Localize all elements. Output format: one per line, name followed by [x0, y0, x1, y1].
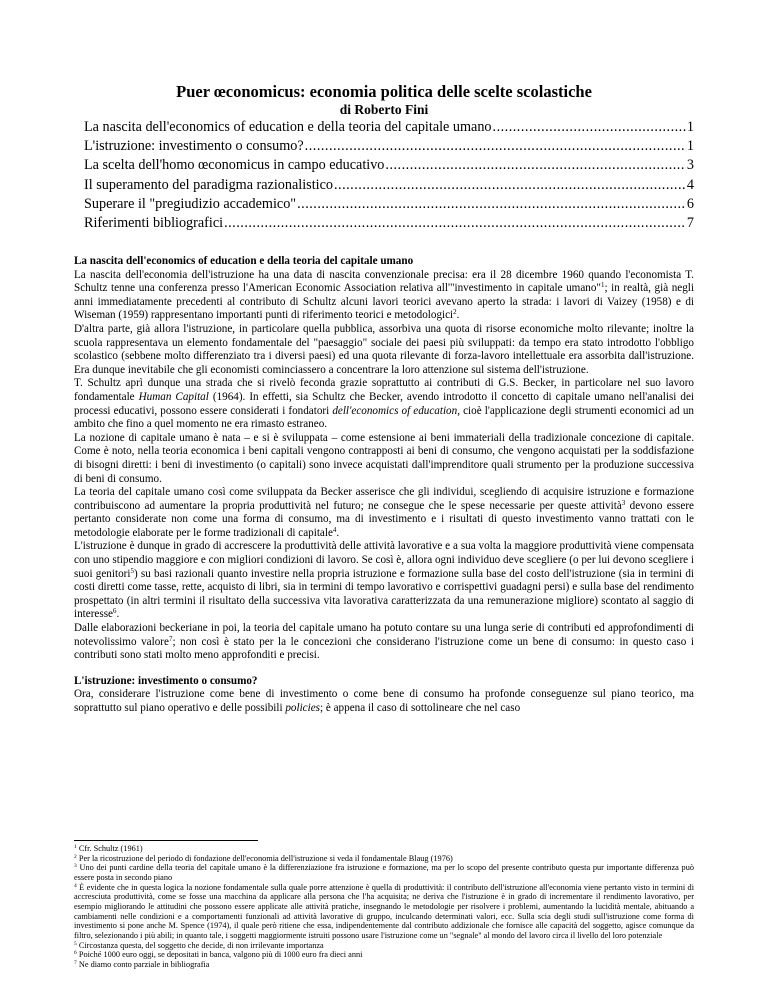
toc-entry[interactable] — [84, 156, 694, 175]
document-body — [74, 255, 694, 716]
toc-entry[interactable] — [84, 137, 694, 156]
paragraph: La nozione di capitale umano è nata – e si è sviluppata – come estensione ai beni immateriali della tradizionale concezione di capitale. Come è noto, nella teoria economica i beni capitali vengono contrapposti ai beni di consumo, che vengono acquistati per la soddisfazione di bisogni diretti: i beni di investimento (o capitali) sono invece acquistati dall'imprenditore quali strumento per la produzione successiva di beni di consumo. — [74, 431, 694, 485]
document-title: Puer œconomicus: economia politica delle scelte scolastiche — [176, 82, 592, 101]
section-heading: L'istruzione: investimento o consumo? — [74, 674, 258, 687]
toc-entry[interactable] — [84, 176, 694, 195]
toc-entry-page[interactable]: 7 — [686, 215, 694, 232]
toc-entry[interactable] — [84, 118, 694, 137]
footnote-ref[interactable]: 5 — [130, 566, 134, 575]
document-author: di Roberto Fini — [339, 102, 429, 117]
footnotes — [74, 844, 694, 970]
footnote: $^7$ Ne diamo conto parziale in bibliografia — [74, 959, 210, 969]
footnote-ref[interactable]: 6 — [112, 607, 117, 616]
footnote-ref[interactable]: 4 — [332, 525, 337, 534]
footnote-separator — [74, 840, 258, 841]
footnote: $^4$ È evidente che in questa logica la nozione fondamentale sulla quale porre attenzione è quella di produttività: il contributo dell'istruzione all'economia viene pertanto visto in termini di accresciuta produttività, come se fosse una macchina da applicare alla persona che l'ha acquisita; ne deriva che l'istruzione è in grado di incrementare il rendimento lavorativo, per esempio migliorando le attitudini che possono essere applicate alle attività pratiche, insegnando le metodologie per risolvere i problemi, aumentando la lucidità mentale, abituando a cambiamenti nelle condizioni e a comportamenti funzionali ad attività lavorative di gruppo, inculcando determinati valori, ecc. Sulla scia degli studi sull'istruzione come forma di investimento si pone anche M. Spence (1974), il quale però ritiene che essa, indipendentemente dal contributo addizionale che fornisce alle capacità del soggetto, agisce comunque da filtro, selezionando i più abili; in quanto tale, i soggetti maggiormente istruiti possono usare l'istruzione come un "segnale" al mondo del lavoro circa il livello del loro potenziale — [74, 882, 695, 940]
footnote: $^1$ Cfr. Schultz (1961) — [74, 844, 143, 853]
footnote: $^6$ Poiché 1000 euro oggi, se depositati in banca, valgono più di 1000 euro fra dieci anni — [74, 950, 363, 960]
toc-entry[interactable] — [84, 195, 694, 214]
paragraph: La nascita dell'economia dell'istruzione ha una data di nascita convenzionale precisa: era il 28 dicembre 1960 quando l'economista T. Schultz tenne una conferenza presso l'American Economic Association relativa all'"investimento in capitale umano"$^1$; in realtà, già negli anni immediatamente precedenti al contributo di Schultz alcuni lavori teorici avevano aperto la strada: i lavori di Vaizey (1958) e di Wiseman (1959) rappresentano importanti punti di riferimento teorici e metodologici$^2$. — [74, 268, 694, 322]
footnote: $^2$ Per la ricostruzione del periodo di fondazione dell'economia dell'istruzione si veda il fondamentale Blaug (1976) — [74, 853, 453, 863]
paragraph: Dalle elaborazioni beckeriane in poi, la teoria del capitale umano ha potuto contare su una lunga serie di contributi ed approfondimenti di notevolissimo valore$^7$; non così è stato per la le concezioni che considerano l'istruzione come un bene di consumo: in questo caso i contributi sono stati molto meno approfonditi e precisi. — [74, 622, 694, 662]
toc-entry-label[interactable]: L'istruzione: investimento o consumo? — [84, 138, 304, 155]
paragraph: Ora, considerare l'istruzione come bene di investimento o come bene di consumo ha profonde conseguenze sul piano teorico, ma soprattutto sul piano operativo e delle possibili policies; è appena il caso di sottolineare che nel caso — [74, 688, 694, 714]
toc-entry-label[interactable]: Superare il "pregiudizio accademico" — [84, 195, 297, 212]
toc-entry-page[interactable]: 1 — [686, 138, 694, 155]
paragraph: T. Schultz aprì dunque una strada che si rivelò feconda grazie soprattutto ai contributi di G.S. Becker, in particolare nel suo lavoro fondamentale Human Capital (1964). In effetti, sia Schultz che Becker, avendo introdotto il concetto di capitale umano nell'analisi dei processi educativi, possono essere considerati i fondatori dell'economics of education, cioè l'applicazione degli strumenti economici ad un ambito che fino a quel momento ne era rimasto estraneo. — [74, 377, 694, 431]
footnote-ref[interactable]: 3 — [621, 498, 626, 507]
toc-entry-label[interactable]: La scelta dell'homo œconomicus in campo educativo — [84, 157, 385, 174]
toc-entry-page[interactable]: 4 — [686, 176, 694, 193]
footnote: $^5$ Circostanza questa, del soggetto che decide, di non irrilevante importanza — [74, 940, 324, 950]
toc-entry-page[interactable]: 1 — [686, 119, 694, 135]
footnote-ref[interactable]: 7 — [168, 634, 173, 643]
section-heading: La nascita dell'economics of education e della teoria del capitale umano — [74, 255, 414, 267]
paragraph: La teoria del capitale umano così come sviluppata da Becker asserisce che gli individui, scegliendo di acquisire istruzione e formazione contribuiscono ad aumentare la propria produttività nel futuro; ne consegue che le spese necessarie per queste attività$^3$ devono essere pertanto considerate non come una forma di consumo, ma di investimento e i risultati di questo investimento vanno trattati con le metodologie elaborate per le forme tradizionali di capitale$^4$. — [74, 486, 694, 539]
paragraph: D'altra parte, già allora l'istruzione, in particolare quella pubblica, assorbiva una quota di risorse economiche molto rilevante; inoltre la scuola rappresentava un elemento fondamentale del "paesaggio" sociale dei paesi più sviluppati: da tempo era stato introdotto l'obbligo scolastico (sebbene molto differenziato tra i diversi paesi) ed una quota rilevante di forza-lavoro intellettuale era assorbita dall'istruzione. Era dunque inevitabile che gli economisti cominciassero a concentrare la loro attenzione sul sistema dell'istruzione. — [74, 322, 694, 376]
toc-entry-label[interactable]: Il superamento del paradigma razionalistico — [84, 176, 333, 193]
paragraph: L'istruzione è dunque in grado di accrescere la produttività delle attività lavorative e a sua volta la maggiore produttività viene compensata con uno stipendio maggiore e con migliori condizioni di lavoro. Se così è, allora ogni individuo deve scegliere (o per lui devono scegliere i suoi genitori$^5$) su basi razionali quanto investire nella propria istruzione e formazione sulla base del costo dell'istruzione (sia in termini di costi diretti come tasse, rette, acquisto di libri, sia in termini di tempo lavorativo e corrispettivi guadagni persi) e sulla base del rendimento prospettato (in altri termini il risultato della successiva vita lavorativa caratterizzata da una remunerazione migliore) scontato al saggio di interesse$^6$. — [74, 540, 694, 621]
toc-entry-page[interactable]: 3 — [686, 157, 694, 174]
toc-entry[interactable] — [84, 214, 694, 233]
toc-entry-page[interactable]: 6 — [686, 195, 694, 212]
footnote: $^3$ Uno dei punti cardine della teoria del capitale umano è la differenziazione fra istruzione e formazione, ma per lo scopo del presente contributo questa pur importante differenza può essere posta in secondo piano — [74, 863, 694, 882]
toc-entry-label[interactable]: Riferimenti bibliografici — [84, 215, 224, 232]
footnote-ref[interactable]: 2 — [453, 308, 457, 317]
footnote-ref[interactable]: 1 — [600, 281, 605, 290]
toc-entry-label[interactable]: La nascita dell'economics of education e della teoria del capitale umano — [84, 119, 492, 135]
table-of-contents — [84, 118, 694, 233]
